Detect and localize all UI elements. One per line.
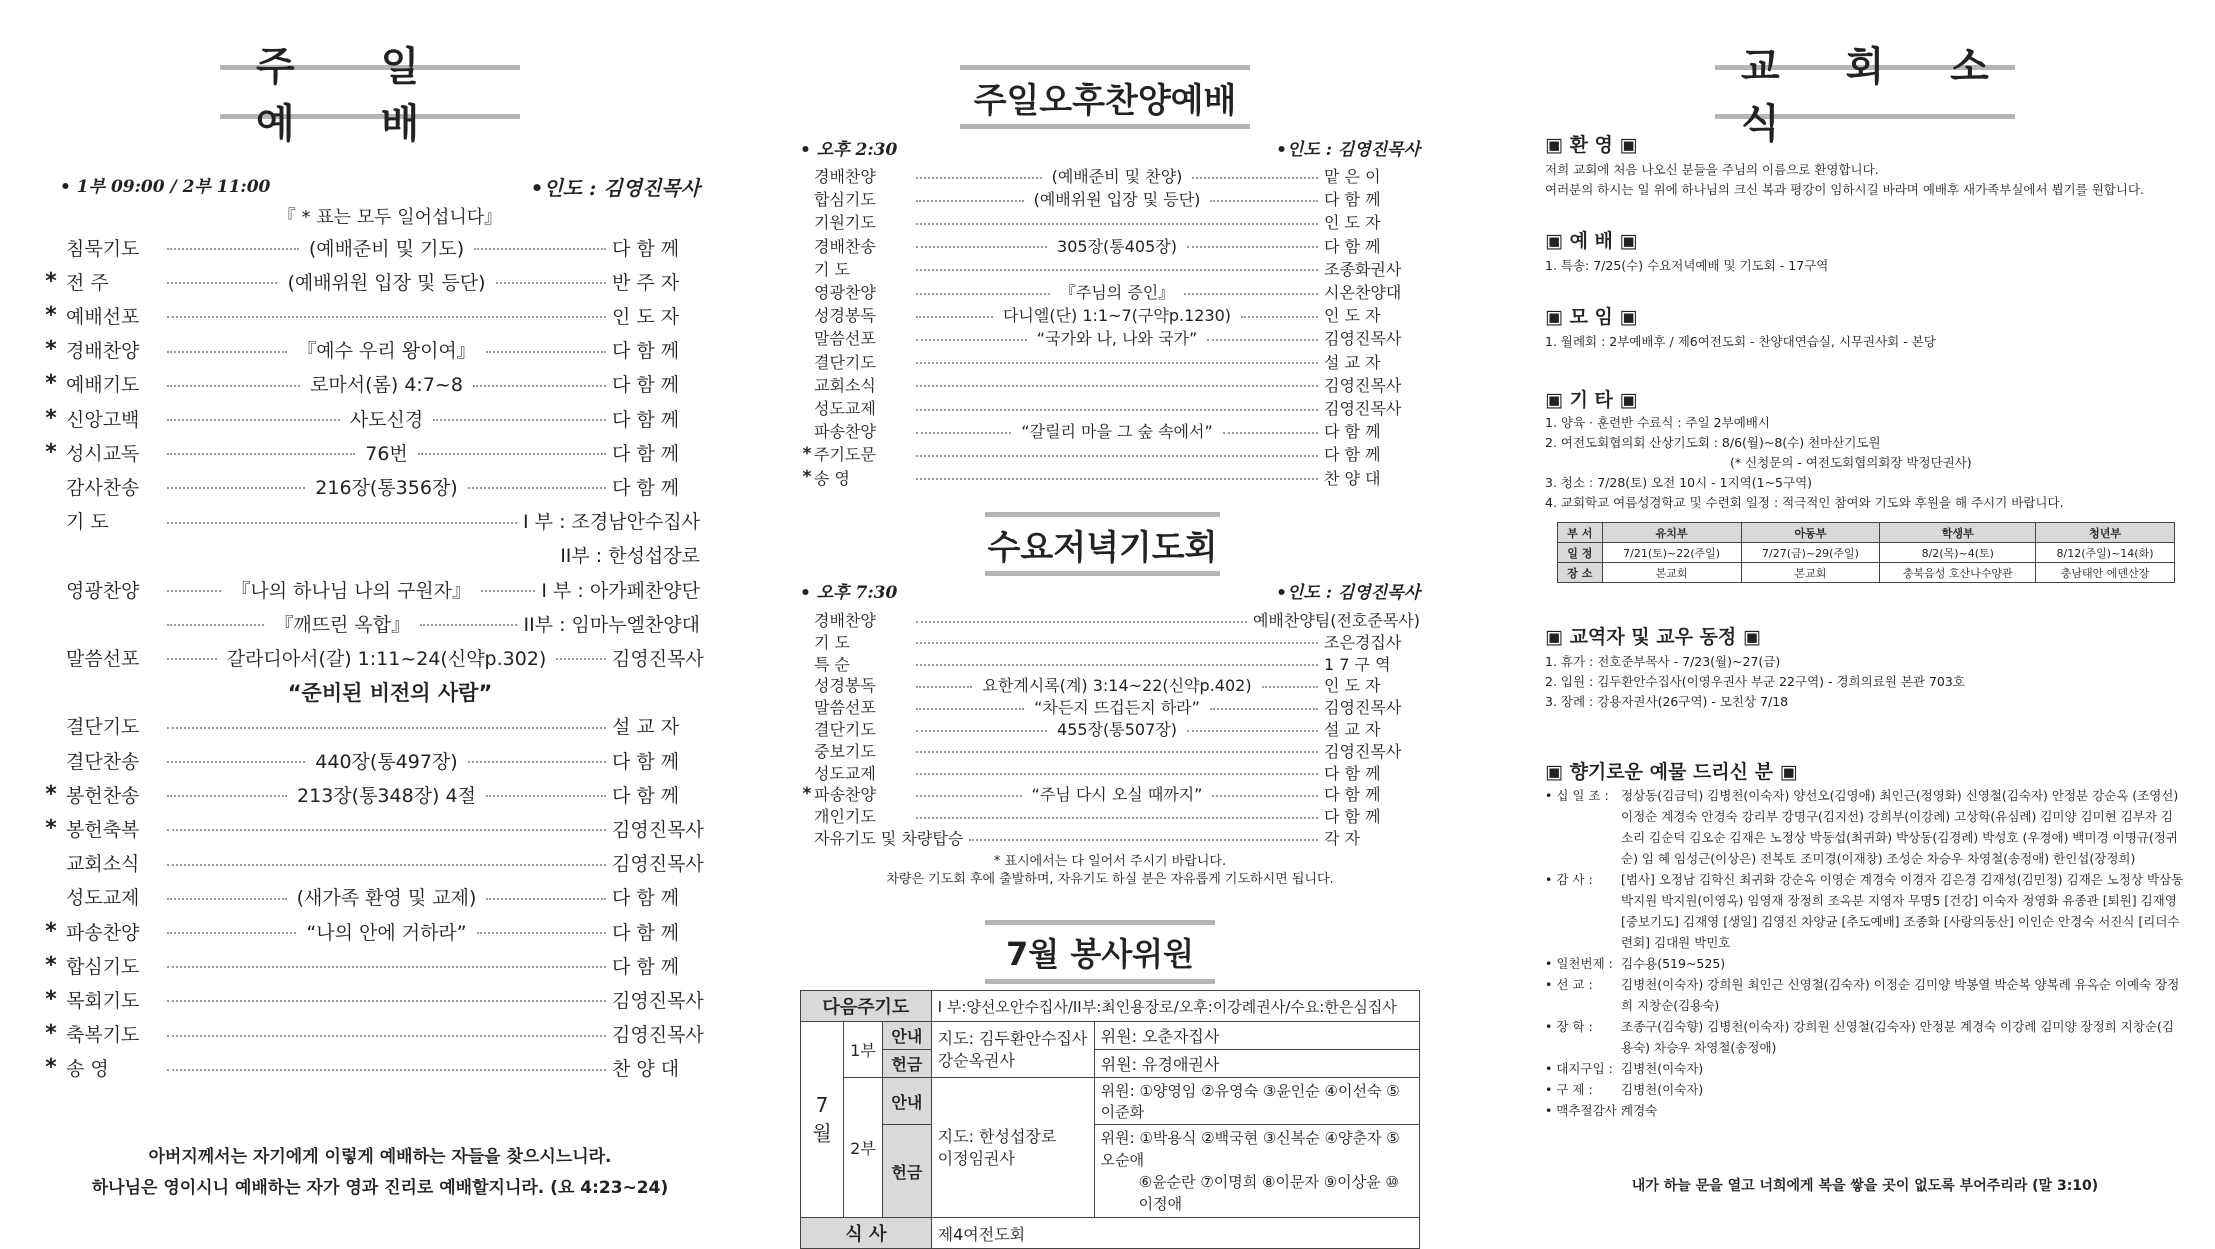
donor-entry [1545,1058,2185,1079]
stand-mark: * [45,371,57,397]
part2-offering-line-1: 위원: ①박용식 ②백국현 ③신복순 ④양춘자 ⑤오순애 [1100,1129,1400,1169]
order-label: 예배선포 [66,305,140,328]
etc-line-2b: (* 신청문의 - 여전도회협의회장 박정단권사) [1730,455,1972,470]
order-person: 1 7 구 역 [1324,654,1391,674]
order-person: 김영진목사 [612,647,704,670]
order-person: 다 함 께 [612,237,680,260]
stand-mark: * [45,302,57,328]
camp-table [1557,522,2175,583]
sunday-header [60,172,700,201]
order-label: 송 영 [66,1058,109,1081]
order-person: 다 함 께 [1324,807,1381,827]
order-person: 김영진목사 [612,818,704,841]
order-row [40,880,700,914]
wednesday-note-1: * 표시에서는 다 일어서 주시기 바랍니다. [993,854,1227,869]
order-content: “국가와 나, 나와 국가” [1036,329,1198,349]
order-row [800,257,1420,280]
order-label: 결단기도 [66,716,140,739]
donor-entry [1545,953,2185,974]
donor-names: 김병천(이숙자) [1621,1061,1704,1076]
order-row [40,948,700,982]
order-row [800,717,1420,740]
order-person: 조은경집사 [1324,632,1402,652]
order-person: 찬 양 대 [612,1058,680,1081]
sunday-leader: •인도 : 김영진목사 [530,176,700,200]
sunday-verse-1: 아버지께서는 자기에게 이렇게 예배하는 자들을 찾으시느니라. [148,1147,612,1167]
order-row [40,982,704,1016]
welcome-line-1: 저희 교회에 처음 나오신 분들을 주님의 이름으로 환영합니다. [1545,162,1879,177]
order-person: 다 함 께 [1324,445,1381,465]
order-label: 기 도 [814,632,850,652]
stand-mark: * [45,918,57,944]
worship-line-1: 1. 특송: 7/25(수) 수요저녁예배 및 기도회 - 17구역 [1545,258,1829,273]
order-row [800,673,1420,696]
order-person: I 부 : 아가페찬양단 [541,579,700,602]
donor-entry [1545,785,2185,869]
staff-line-3: 3. 장례 : 강용자권사(26구역) - 모친상 7/18 [1545,694,1789,709]
order-content: “나의 안에 거하라” [306,921,467,944]
order-row [40,1017,704,1051]
order-person: 맡 은 이 [1324,167,1381,186]
order-person: 인 도 자 [1324,213,1381,233]
order-row [40,606,700,640]
part2-offering-label: 헌금 [883,1125,932,1218]
camp-cell: 8/2(목)~4(토) [1880,543,2036,563]
order-label: 파송찬양 [814,422,876,442]
camp-cell: 본교회 [1741,563,1880,583]
order-row [800,164,1420,187]
church-news-column [1545,0,2185,1240]
order-person: 다 함 께 [612,750,680,773]
order-content: 다니엘(단) 1:1~7(구약p.1230) [1002,306,1232,326]
order-label: 성도교제 [66,887,140,910]
order-content: 216장(통356장) [315,476,458,499]
order-row [800,826,1420,849]
stand-mark: * [802,443,812,464]
order-row [800,326,1420,349]
part1-offering: 위원: 유경애권사 [1094,1050,1419,1078]
meal-label: 식 사 [801,1218,932,1249]
order-label: 송 영 [814,468,850,488]
order-row [40,846,704,880]
etc-heading: ▣ 기 타 ▣ [1545,389,1638,411]
staff-heading: ▣ 교역자 및 교우 동정 ▣ [1545,626,1761,648]
order-label: 말씀선포 [814,329,876,349]
order-person: 설 교 자 [1324,352,1381,372]
order-label: 목회기도 [66,989,140,1012]
order-row [40,367,700,401]
next-prayer-value: I 부:양선오안수집사/II부:최인용장로/오후:이강례권사/수요:한은심집사 [931,991,1419,1022]
order-person: 다 함 께 [612,340,680,363]
order-person: 다 함 께 [1324,190,1381,210]
order-row [800,396,1420,419]
donor-names: 정상동(김금덕) 김병천(이숙자) 양선오(김영애) 최인근(정영화) 신영철(김숙자) 안정분 강순옥 (조영선) 이정순 계경숙 안경숙 강리부 강명구(김지선) 강희부(이강례) 고상학(유심례) 김미양 김미현 김부자 김소리 김순덕 김오순 김재은 노정상 박동섭(최귀화) 박상동(김경례) 박성호 (우경애) 백미경 이명규(정귀순) 임 혜 임성근(이상은) 전복토 조미경(이재창) 조성순 차승우 차영철(송정애) 한인섭(장정희) [1621,788,2179,866]
order-person: 다 함 께 [1324,785,1381,805]
order-label: 말씀선포 [66,647,140,670]
etc-line-2: 2. 여전도회협의회 산상기도회 : 8/6(월)~8(수) 천마산기도원 [1545,435,1881,450]
servers-table [800,990,1420,1249]
order-label: 성시교독 [66,442,140,465]
order-content: (예배준비 및 기도) [308,237,465,260]
part2-guide-label: 안내 [883,1078,932,1125]
order-content: “차든지 뜨겁든지 하라” [1034,698,1200,718]
order-label: 주기도문 [814,445,876,465]
part1-offering-label: 헌금 [883,1050,932,1078]
order-row [40,504,700,538]
camp-cell: 7/21(토)~22(주일) [1602,543,1741,563]
order-person: 김영진목사 [1324,399,1402,418]
order-row [40,298,700,332]
order-person: 다 함 께 [1324,422,1381,442]
order-person: 김영진목사 [612,989,704,1012]
order-row [800,761,1420,784]
order-label: 축복기도 [66,1024,140,1047]
order-content: 『주님의 증인』 [1059,283,1175,302]
camp-cell: 본교회 [1602,563,1741,583]
donor-category: • 구 제 : [1545,1082,1593,1097]
sunday-time: • 1부 09:00 / 2부 11:00 [60,177,271,197]
donor-category: • 선 교 : [1545,977,1593,992]
order-person: 다 함 께 [612,784,680,807]
donor-names: 김병천(이숙자) 강희원 최인근 신영철(김숙자) 이정순 김미양 박봉열 박순복 양복례 유옥순 이예숙 장정희 지창순(김용숙) [1621,977,2180,1013]
camp-head-row [1558,523,2175,543]
order-label: 합심기도 [66,955,140,978]
order-row [800,234,1420,257]
order-content: “준비된 비전의 사람” [287,680,493,705]
donor-names: 김수용(519~525) [1621,956,1726,971]
part2-offering-line-2: ⑥윤순란 ⑦이명희 ⑧이문자 ⑨이상윤 ⑩이정애 [1138,1173,1399,1213]
order-label: 경배찬양 [814,167,876,186]
order-row [800,695,1420,718]
order-person: 예배찬양팀(전호준목사) [1252,611,1420,630]
donor-names: 김병천(이숙자) [1621,1082,1704,1097]
order-person: 조종화권사 [1324,259,1402,279]
order-content: (예배위원 입장 및 등단) [287,271,486,294]
order-label: 특 순 [814,654,850,674]
donor-entry [1545,1016,2185,1058]
order-person: 인 도 자 [1324,676,1381,696]
stand-mark: * [45,405,57,431]
order-label: 경배찬송 [814,236,876,256]
order-content: 로마서(롬) 4:7~8 [310,374,463,397]
order-person: 반 주 자 [612,271,680,294]
order-row [40,230,700,264]
order-row [40,538,700,572]
order-label: 말씀선포 [814,698,876,718]
order-content: (예배위원 입장 및 등단) [1033,190,1201,210]
order-row [40,709,700,743]
news-verse: 내가 하늘 문을 열고 너희에게 복을 쌓을 곳이 없도록 부어주리라 (말 3:10) [1631,1178,2099,1194]
part-1: 1부 [844,1022,883,1078]
news-title: 교 회 소 식 [1715,65,2015,119]
order-content: 사도신경 [349,408,424,431]
order-row [800,739,1420,762]
sunday-worship-column [40,0,704,1240]
order-person: 김영진목사 [1324,375,1402,395]
order-row [800,804,1420,827]
stand-mark: * [802,783,812,804]
order-label: 기 도 [814,259,850,279]
stand-mark: * [45,986,57,1012]
etc-line-1: 1. 양육 · 훈련반 수료식 : 주일 2부예배시 [1545,415,1770,430]
wednesday-leader: •인도 : 김영진목사 [1276,583,1420,603]
order-row [800,782,1420,805]
afternoon-title: 주일오후찬양예배 [960,65,1250,129]
order-person: 김영진목사 [1324,698,1402,718]
order-person: 다 함 께 [612,476,680,499]
order-person: 다 함 께 [612,442,680,465]
order-row [40,264,700,298]
order-content: (예배준비 및 찬양) [1051,167,1183,186]
order-label: 성경봉독 [814,676,876,696]
part2-offering [1094,1125,1419,1218]
order-row [800,303,1420,326]
stand-mark: * [45,268,57,294]
camp-cell: 일 정 [1558,543,1603,563]
afternoon-leader: •인도 : 김영진목사 [1276,140,1420,160]
order-label: 결단찬송 [66,750,140,773]
order-row [800,210,1420,233]
meeting-heading: ▣ 모 임 ▣ [1545,306,1638,328]
donor-names: 계경숙 [1621,1103,1658,1118]
order-content: 76번 [365,442,408,465]
order-content: 갈라디아서(갈) 1:11~24(신약p.302) [226,647,547,670]
order-row [800,280,1420,303]
order-label: 합심기도 [814,190,876,210]
servers-title: 7월 봉사위원 [985,920,1215,984]
welcome-line-2: 여러분의 하시는 일 위에 하나님의 크신 복과 평강이 임하시길 바라며 예배후 새가족부실에서 뵙기를 원합니다. [1545,182,2145,197]
stand-mark: * [45,815,57,841]
welcome-heading: ▣ 환 영 ▣ [1545,134,1638,156]
order-row [40,811,704,845]
camp-cell: 아동부 [1741,523,1880,543]
order-person: 인 도 자 [612,305,680,328]
order-label: 개인기도 [814,807,876,827]
order-label: 결단기도 [814,352,876,372]
order-person: 다 함 께 [612,408,680,431]
part1-guide: 위원: 오춘자집사 [1094,1022,1419,1050]
etc-line-4: 4. 교회학교 여름성경학교 및 수련회 일정 : 적극적인 참여와 기도와 후원을 해 주시기 바랍니다. [1545,495,2064,510]
donor-names: 조종구(김숙향) 김병천(이숙자) 강희원 신영철(김숙자) 안정분 계경숙 이강례 김미양 장정희 지창순(김용숙) 차승우 차영철(송정애) [1621,1019,2174,1055]
stand-mark: * [45,439,57,465]
donor-category: • 십 일 조 : [1545,788,1609,803]
order-content: 440장(통497장) [315,750,458,773]
order-label: 파송찬양 [814,785,876,805]
order-person: 다 함 께 [612,955,680,978]
afternoon-header [800,135,1420,160]
wednesday-header [800,578,1420,603]
donor-category: • 감 사 : [1545,872,1593,887]
order-label: 영광찬양 [814,283,876,302]
camp-date-row [1558,543,2175,563]
sunday-note: 『 * 표는 모두 일어섭니다』 [277,207,503,228]
order-label: 기 도 [66,511,109,534]
order-label: 결단기도 [814,720,876,739]
camp-cell: 충북음성 호산나수양관 [1880,563,2036,583]
donor-entry [1545,974,2185,1016]
order-person: 설 교 자 [612,716,680,739]
order-label: 전 주 [66,271,109,294]
donor-category: • 장 학 : [1545,1019,1593,1034]
order-person: 김영진목사 [612,853,704,876]
order-row [40,777,700,811]
order-person: 각 자 [1324,829,1360,848]
order-label: 기원기도 [814,213,876,233]
part-2: 2부 [844,1078,883,1218]
order-label: 침묵기도 [66,237,140,260]
order-row [800,630,1420,653]
donor-names: [범사] 오정남 김학신 최귀화 강순옥 이영순 계경숙 이경자 김은경 김재성(김민정) 김재은 노정상 박삼동 박지원 박지원(이영옥) 임영재 장정희 조옥분 지영자 무명5 [건강] 이숙자 정영화 유종관 [퇴원] 김재영 [중보기도] 김재영 [생일] 김영진 차양균 [추도예배] 조종화 [사랑의동산] 이인순 안경숙 서진식 [리더수련회] 김대원 박민호 [1621,872,2184,950]
order-person: 다 함 께 [612,887,680,910]
camp-cell: 8/12(주일)~14(화) [2036,543,2175,563]
order-person: 다 함 께 [1324,763,1381,783]
sunday-verse-2: 하나님은 영이시니 예배하는 자가 영과 진리로 예배할지니라. (요 4:23~24) [91,1178,669,1198]
camp-cell: 유치부 [1602,523,1741,543]
part2-leader: 지도: 한성섭장로 이정임권사 [931,1078,1094,1218]
order-row [800,373,1420,396]
stand-mark: * [45,337,57,363]
camp-cell: 7/27(금)~29(주일) [1741,543,1880,563]
stand-mark: * [45,781,57,807]
donor-heading: ▣ 향기로운 예물 드리신 분 ▣ [1545,761,1798,783]
order-label: 신앙고백 [66,408,140,431]
meeting-line-1: 1. 월례회 : 2부예배후 / 제6여전도회 - 찬양대연습실, 시무권사회 - 본당 [1545,334,1936,349]
order-content: 『예수 우리 왕이여』 [297,340,476,363]
stand-mark: * [45,952,57,978]
afternoon-time: • 오후 2:30 [800,140,898,160]
donor-entry [1545,1079,2185,1100]
donor-category: • 일천번제 : [1545,956,1613,971]
order-label: 봉헌축복 [66,818,140,841]
camp-cell: 충남태안 에덴산장 [2036,563,2175,583]
order-row [40,640,704,674]
order-person: 김영진목사 [612,1024,704,1047]
camp-cell: 학생부 [1880,523,2036,543]
order-row [40,469,700,503]
staff-line-2: 2. 입원 : 김두환안수집사(이영우권사 부군 22구역) - 경희의료원 본관 703호 [1545,674,1965,689]
donor-list [1545,785,2185,1121]
order-row [800,442,1420,465]
stand-mark: * [802,467,812,488]
order-content: 455장(통507장) [1057,720,1177,739]
wednesday-time: • 오후 7:30 [800,583,898,603]
order-row [800,187,1420,210]
order-row [40,1051,700,1085]
order-person: II부 : 한성섭장로 [560,545,700,568]
order-row [800,608,1420,631]
camp-cell: 장 소 [1558,563,1603,583]
order-row [800,466,1420,489]
order-content: 요한계시록(계) 3:14~22(신약p.402) [982,676,1252,696]
part1-leader: 지도: 김두환안수집사 강순옥권사 [931,1022,1094,1078]
camp-cell: 부 서 [1558,523,1603,543]
order-content: 213장(통348장) 4절 [297,784,476,807]
stand-mark: * [45,1055,57,1081]
order-content: 『나의 하나님 나의 구원자』 [231,579,472,602]
order-label: 교회소식 [814,375,876,395]
order-row [800,652,1420,675]
order-content: 305장(통405장) [1057,236,1177,256]
order-row [40,914,700,948]
camp-cell: 청년부 [2036,523,2175,543]
wednesday-note-2: 차량은 기도회 후에 출발하며, 자유기도 하실 분은 자유롭게 기도하시면 됩니다. [886,872,1334,887]
donor-entry [1545,869,2185,953]
order-row [800,419,1420,442]
donor-entry [1545,1100,2185,1121]
order-row [40,572,700,606]
sunday-title: 주 일 예 배 [220,65,520,119]
order-person: 설 교 자 [1324,720,1381,739]
servers-month: 7월 [801,1022,844,1218]
order-content: (새가족 환영 및 교제) [296,887,477,910]
staff-line-1: 1. 휴가 : 전호준부목사 - 7/23(월)~27(금) [1545,654,1781,669]
order-person: 찬 양 대 [1324,468,1381,488]
order-content: 『깨뜨린 옥합』 [274,613,411,636]
order-person: 김영진목사 [1324,329,1402,349]
etc-line-3: 3. 청소 : 7/28(토) 오전 10시 - 1지역(1~5구역) [1545,475,1813,490]
part2-guide: 위원: ①양영임 ②유영숙 ③윤인순 ④이선숙 ⑤이준화 [1094,1078,1419,1125]
order-person: II부 : 임마누엘찬양대 [523,613,700,636]
order-label: 예배기도 [66,374,140,397]
order-label: 경배찬양 [66,340,140,363]
order-person: 다 함 께 [1324,236,1381,256]
order-row [40,333,700,367]
next-prayer-label: 다음주기도 [801,991,932,1022]
wednesday-title: 수요저녁기도회 [985,512,1220,576]
order-content: “주님 다시 오실 때까지” [1031,785,1203,805]
worship-heading: ▣ 예 배 ▣ [1545,230,1638,252]
order-row [800,350,1420,373]
order-person: 김영진목사 [1324,741,1402,761]
order-person: 다 함 께 [612,921,680,944]
part1-guide-label: 안내 [883,1022,932,1050]
donor-category: • 맥추절감사 : [1545,1103,1625,1118]
order-person: 다 함 께 [612,374,680,397]
order-label: 성경봉독 [814,306,876,326]
order-row [40,401,700,435]
donor-category: • 대지구입 : [1545,1061,1613,1076]
order-person: I 부 : 조경남안수집사 [523,511,700,534]
order-row [40,743,700,777]
meal-value: 제4여전도회 [931,1218,1419,1249]
order-label: 영광찬양 [66,579,140,602]
order-person: 시온찬양대 [1324,283,1402,302]
order-label: 봉헌찬송 [66,784,140,807]
order-label: 성도교제 [814,399,876,418]
order-row [40,435,700,469]
order-label: 경배찬양 [814,611,876,630]
order-label: 중보기도 [814,741,876,761]
order-content: “갈릴리 마을 그 숲 속에서” [1021,422,1213,442]
order-label: 파송찬양 [66,921,140,944]
camp-place-row [1558,563,2175,583]
order-person: 인 도 자 [1324,306,1381,326]
order-label: 자유기도 및 차량탑승 [814,829,964,848]
order-label: 감사찬송 [66,476,140,499]
order-label: 성도교제 [814,763,876,783]
middle-column [800,0,1420,1245]
stand-mark: * [45,1021,57,1047]
order-row [40,675,700,709]
order-label: 교회소식 [66,853,140,876]
